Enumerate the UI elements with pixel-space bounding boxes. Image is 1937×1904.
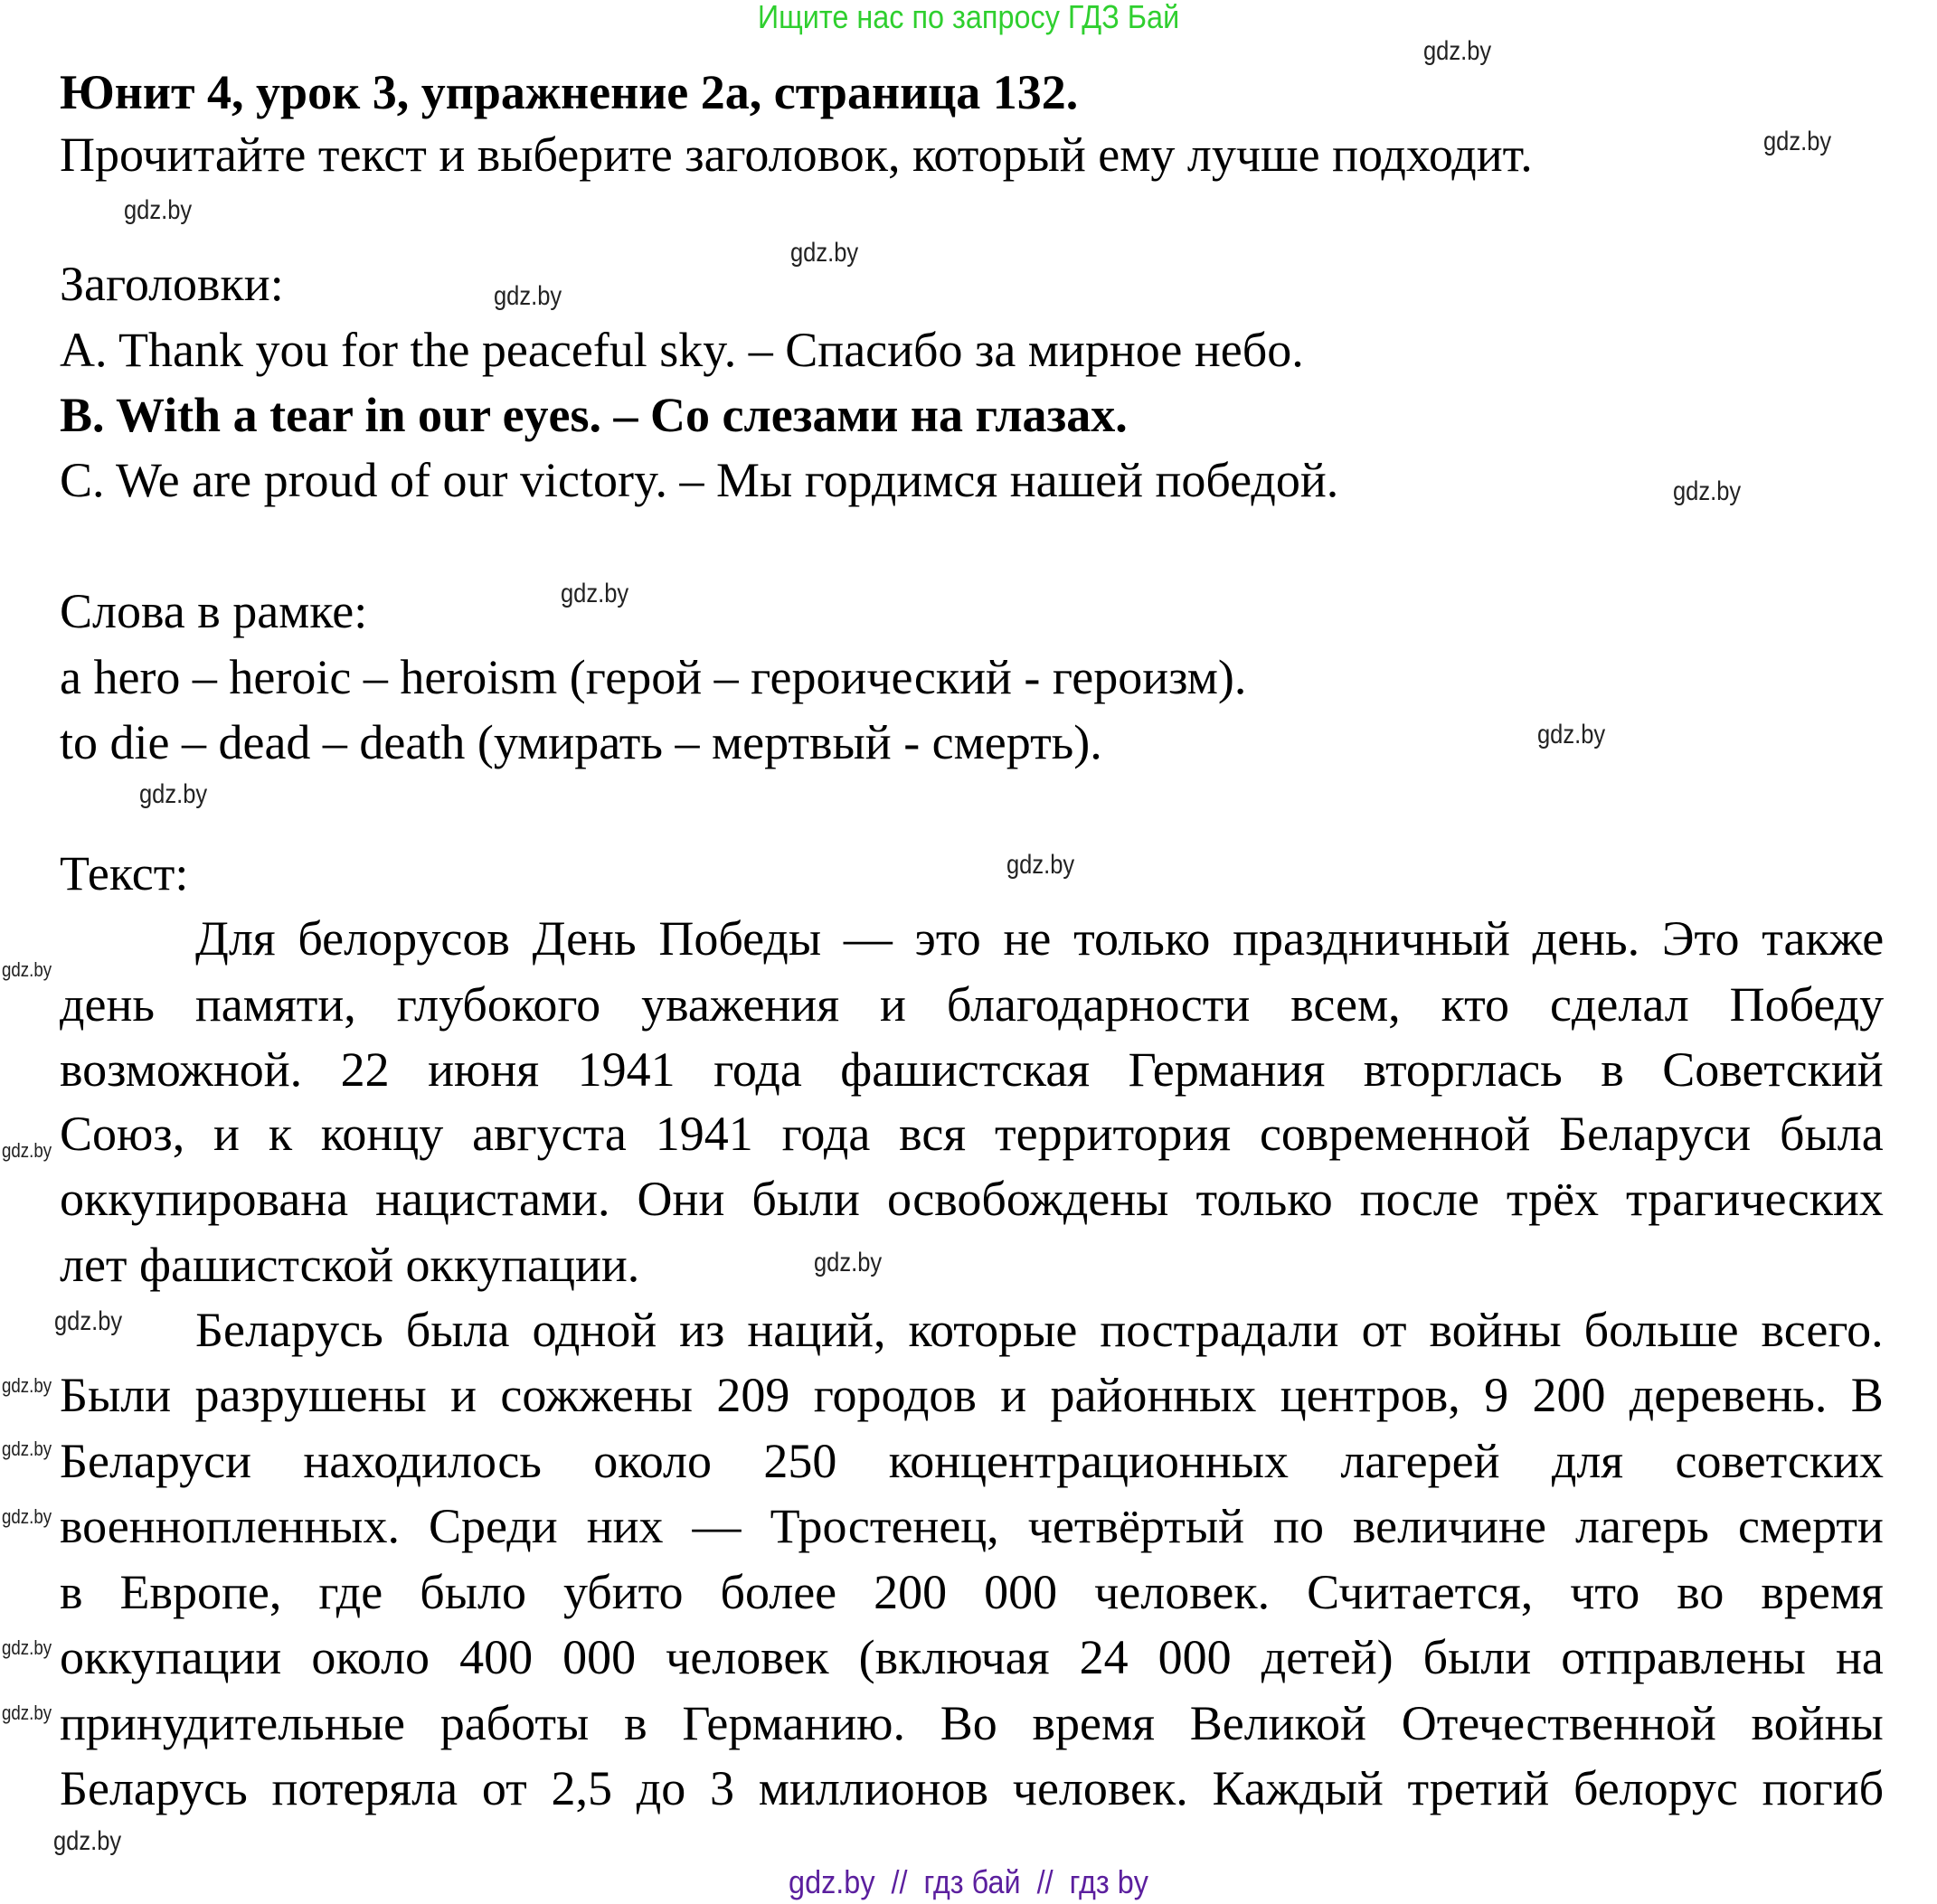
search-banner: Ищите нас по запросу ГДЗ Бай [757,0,1180,35]
text-line: оккупации около 400 000 человек (включая 24 000 детей) были отправлены на [60,1630,1884,1684]
watermark: gdz.by [1673,476,1742,506]
text-line: оккупирована нацистами. Они были освобождены только после трёх трагических [60,1172,1884,1226]
instruction: Прочитайте текст и выберите заголовок, который ему лучше подходит. [60,127,1533,182]
text-line: день памяти, глубокого уважения и благодарности всем, кто сделал Победу [60,977,1885,1032]
text-label: Текст: [60,846,189,900]
text-line: возможной. 22 июня 1941 года фашистская Германия вторглась в Советский [60,1042,1884,1097]
watermark: gdz.by [139,779,208,809]
watermark: gdz.by [1763,127,1832,156]
watermark: gdz.by [2,1636,52,1659]
watermark: gdz.by [2,1437,52,1460]
words-label: Слова в рамке: [60,584,368,638]
heading-option-b-selected: B. With a tear in our eyes. – Со слезами на глазах. [60,388,1128,442]
watermark: gdz.by [1006,850,1075,880]
watermark: gdz.by [814,1248,883,1277]
watermark: gdz.by [54,1306,123,1336]
word-family-die: to die – dead – death (умирать – мертвый - смерть). [60,715,1102,769]
page-title: Юнит 4, урок 3, упражнение 2а, страница 132. [60,65,1079,119]
heading-option-c: C. We are proud of our victory. – Мы гордимся нашей победой. [60,453,1339,507]
watermark: gdz.by [2,1374,52,1397]
watermark: gdz.by [2,1701,52,1724]
watermark: gdz.by [2,1505,52,1528]
text-line: Были разрушены и сожжены 209 городов и районных центров, 9 200 деревень. В [60,1368,1884,1422]
watermark: gdz.by [53,1826,122,1856]
text-line: Беларусь была одной из наций, которые пострадали от войны больше всего. [195,1303,1884,1357]
watermark: gdz.by [1537,720,1606,749]
watermark: gdz.by [494,281,562,311]
watermark: gdz.by [790,238,859,268]
text-line: лет фашистской оккупации. [60,1238,640,1292]
watermark: gdz.by [2,1139,52,1162]
watermark: gdz.by [2,958,52,981]
heading-option-a: A. Thank you for the peaceful sky. – Спасибо за мирное небо. [60,323,1304,377]
text-line: военнопленных. Среди них — Тростенец, четвёртый по величине лагерь смерти [60,1499,1884,1553]
headings-label: Заголовки: [60,257,284,311]
text-line: принудительные работы в Германию. Во время Великой Отечественной войны [60,1696,1884,1750]
word-family-hero: a hero – heroic – heroism (герой – героический - героизм). [60,650,1247,704]
text-line: Беларуси находилось около 250 концентрационных лагерей для советских [60,1434,1884,1488]
text-line: Для белорусов День Победы — это не только праздничный день. Это также [195,911,1885,966]
watermark: gdz.by [561,579,629,608]
text-line: в Европе, где было убито более 200 000 человек. Считается, что во время [60,1565,1884,1619]
text-line: Союз, и к концу августа 1941 года вся территория современной Беларуси была [60,1107,1884,1161]
footer-links: gdz.by // гдз бай // гдз by [789,1863,1148,1900]
watermark: gdz.by [124,195,193,225]
watermark: gdz.by [1423,36,1492,66]
text-line: Беларусь потеряла от 2,5 до 3 миллионов человек. Каждый третий белорус погиб [60,1761,1885,1815]
